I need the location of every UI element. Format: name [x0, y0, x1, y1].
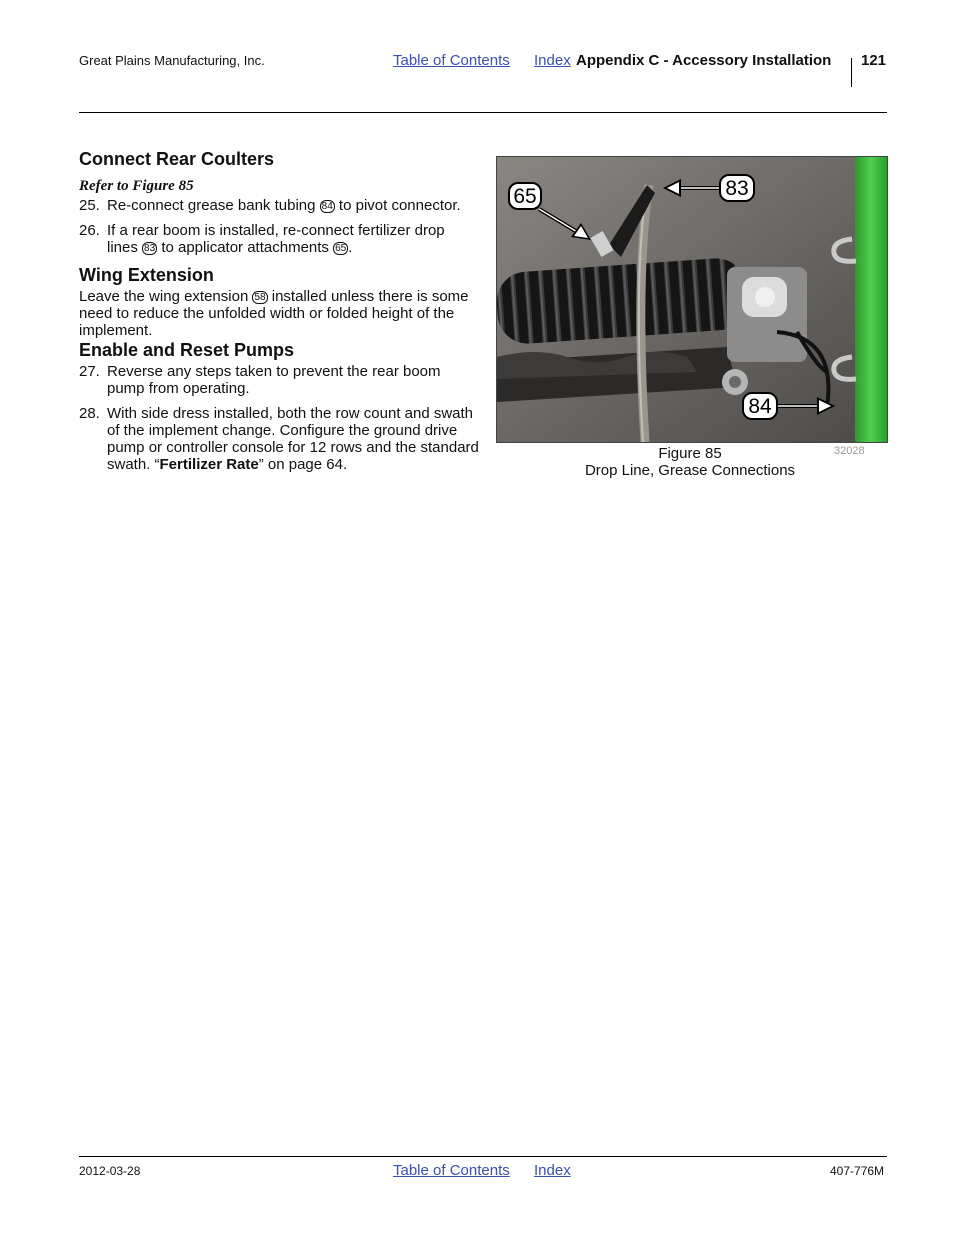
para-text-part: Leave the wing extension: [79, 288, 253, 305]
callout-65-label: 65: [513, 185, 537, 208]
item-number: 26.: [79, 222, 100, 239]
figure-reference: Refer to Figure 85: [79, 178, 194, 194]
para-text-part: installed unless there is some need to reduce the unfolded width or folded height of the implement.: [79, 288, 469, 339]
header-divider: [851, 58, 852, 87]
callout-65: 65: [335, 243, 347, 254]
drop-line-photo-illustration: [497, 157, 887, 442]
footer-date: 2012-03-28: [79, 1164, 141, 1178]
figure-number: Figure 85: [658, 445, 722, 462]
item-text-part: to applicator attachments: [157, 239, 334, 256]
heading-enable-reset-pumps: Enable and Reset Pumps: [79, 340, 295, 360]
callout-84-label: 84: [748, 395, 772, 418]
item-text-part: If a rear boom is installed, re-connect fertilizer drop lines: [107, 222, 445, 256]
callout-83: 83: [144, 243, 156, 254]
item-text-part: ” on page 64.: [258, 456, 348, 473]
item-number: 25.: [79, 197, 100, 214]
fertilizer-rate-reference: Fertilizer Rate: [159, 456, 259, 473]
item-text: [107, 222, 479, 256]
item-number: 27.: [79, 363, 100, 380]
footer-doc-code: 407-776M: [830, 1164, 885, 1178]
company-name: Great Plains Manufacturing, Inc.: [79, 53, 265, 68]
heading-connect-rear-coulters: Connect Rear Coulters: [79, 149, 275, 169]
item-number: 28.: [79, 405, 100, 422]
figure-85-photo: [496, 156, 888, 443]
green-frame-bar: [855, 157, 887, 442]
heading-wing-extension: Wing Extension: [79, 265, 214, 285]
item-text-part: Re-connect grease bank tubing: [107, 197, 320, 214]
header-index-link[interactable]: Index: [534, 52, 571, 69]
figure-caption: [496, 445, 884, 479]
callout-84: 84: [321, 201, 333, 212]
item-text-part: to pivot connector.: [334, 197, 461, 214]
header-rule: [79, 112, 887, 113]
footer-index-link[interactable]: Index: [534, 1162, 571, 1179]
list-item-27: [79, 363, 479, 397]
wing-paragraph: [79, 288, 479, 339]
callout-58: 58: [254, 292, 266, 303]
footer-toc-link[interactable]: Table of Contents: [393, 1162, 510, 1179]
figure-image-id: 32028: [834, 445, 865, 457]
footer-rule: [79, 1156, 887, 1157]
item-text-part: .: [348, 239, 353, 256]
item-text: [107, 197, 479, 214]
list-item-28: [79, 405, 479, 473]
item-text-part: With side dress installed, both the row count and swath of the implement change. Configure the ground drive pump or controller console for 12 rows and the standard swath. “: [107, 405, 479, 473]
page-number: 121: [861, 52, 887, 69]
section-title: Appendix C - Accessory Installation: [576, 52, 832, 69]
header-toc-link[interactable]: Table of Contents: [393, 52, 510, 69]
list-item-25: [79, 197, 479, 214]
figure-title: Drop Line, Grease Connections: [584, 462, 796, 479]
list-item-26: [79, 222, 479, 256]
body-column: [79, 148, 479, 481]
callout-83-label: 83: [725, 177, 749, 200]
item-text: [107, 405, 479, 473]
item-text: Reverse any steps taken to prevent the rear boom pump from operating.: [107, 363, 441, 397]
